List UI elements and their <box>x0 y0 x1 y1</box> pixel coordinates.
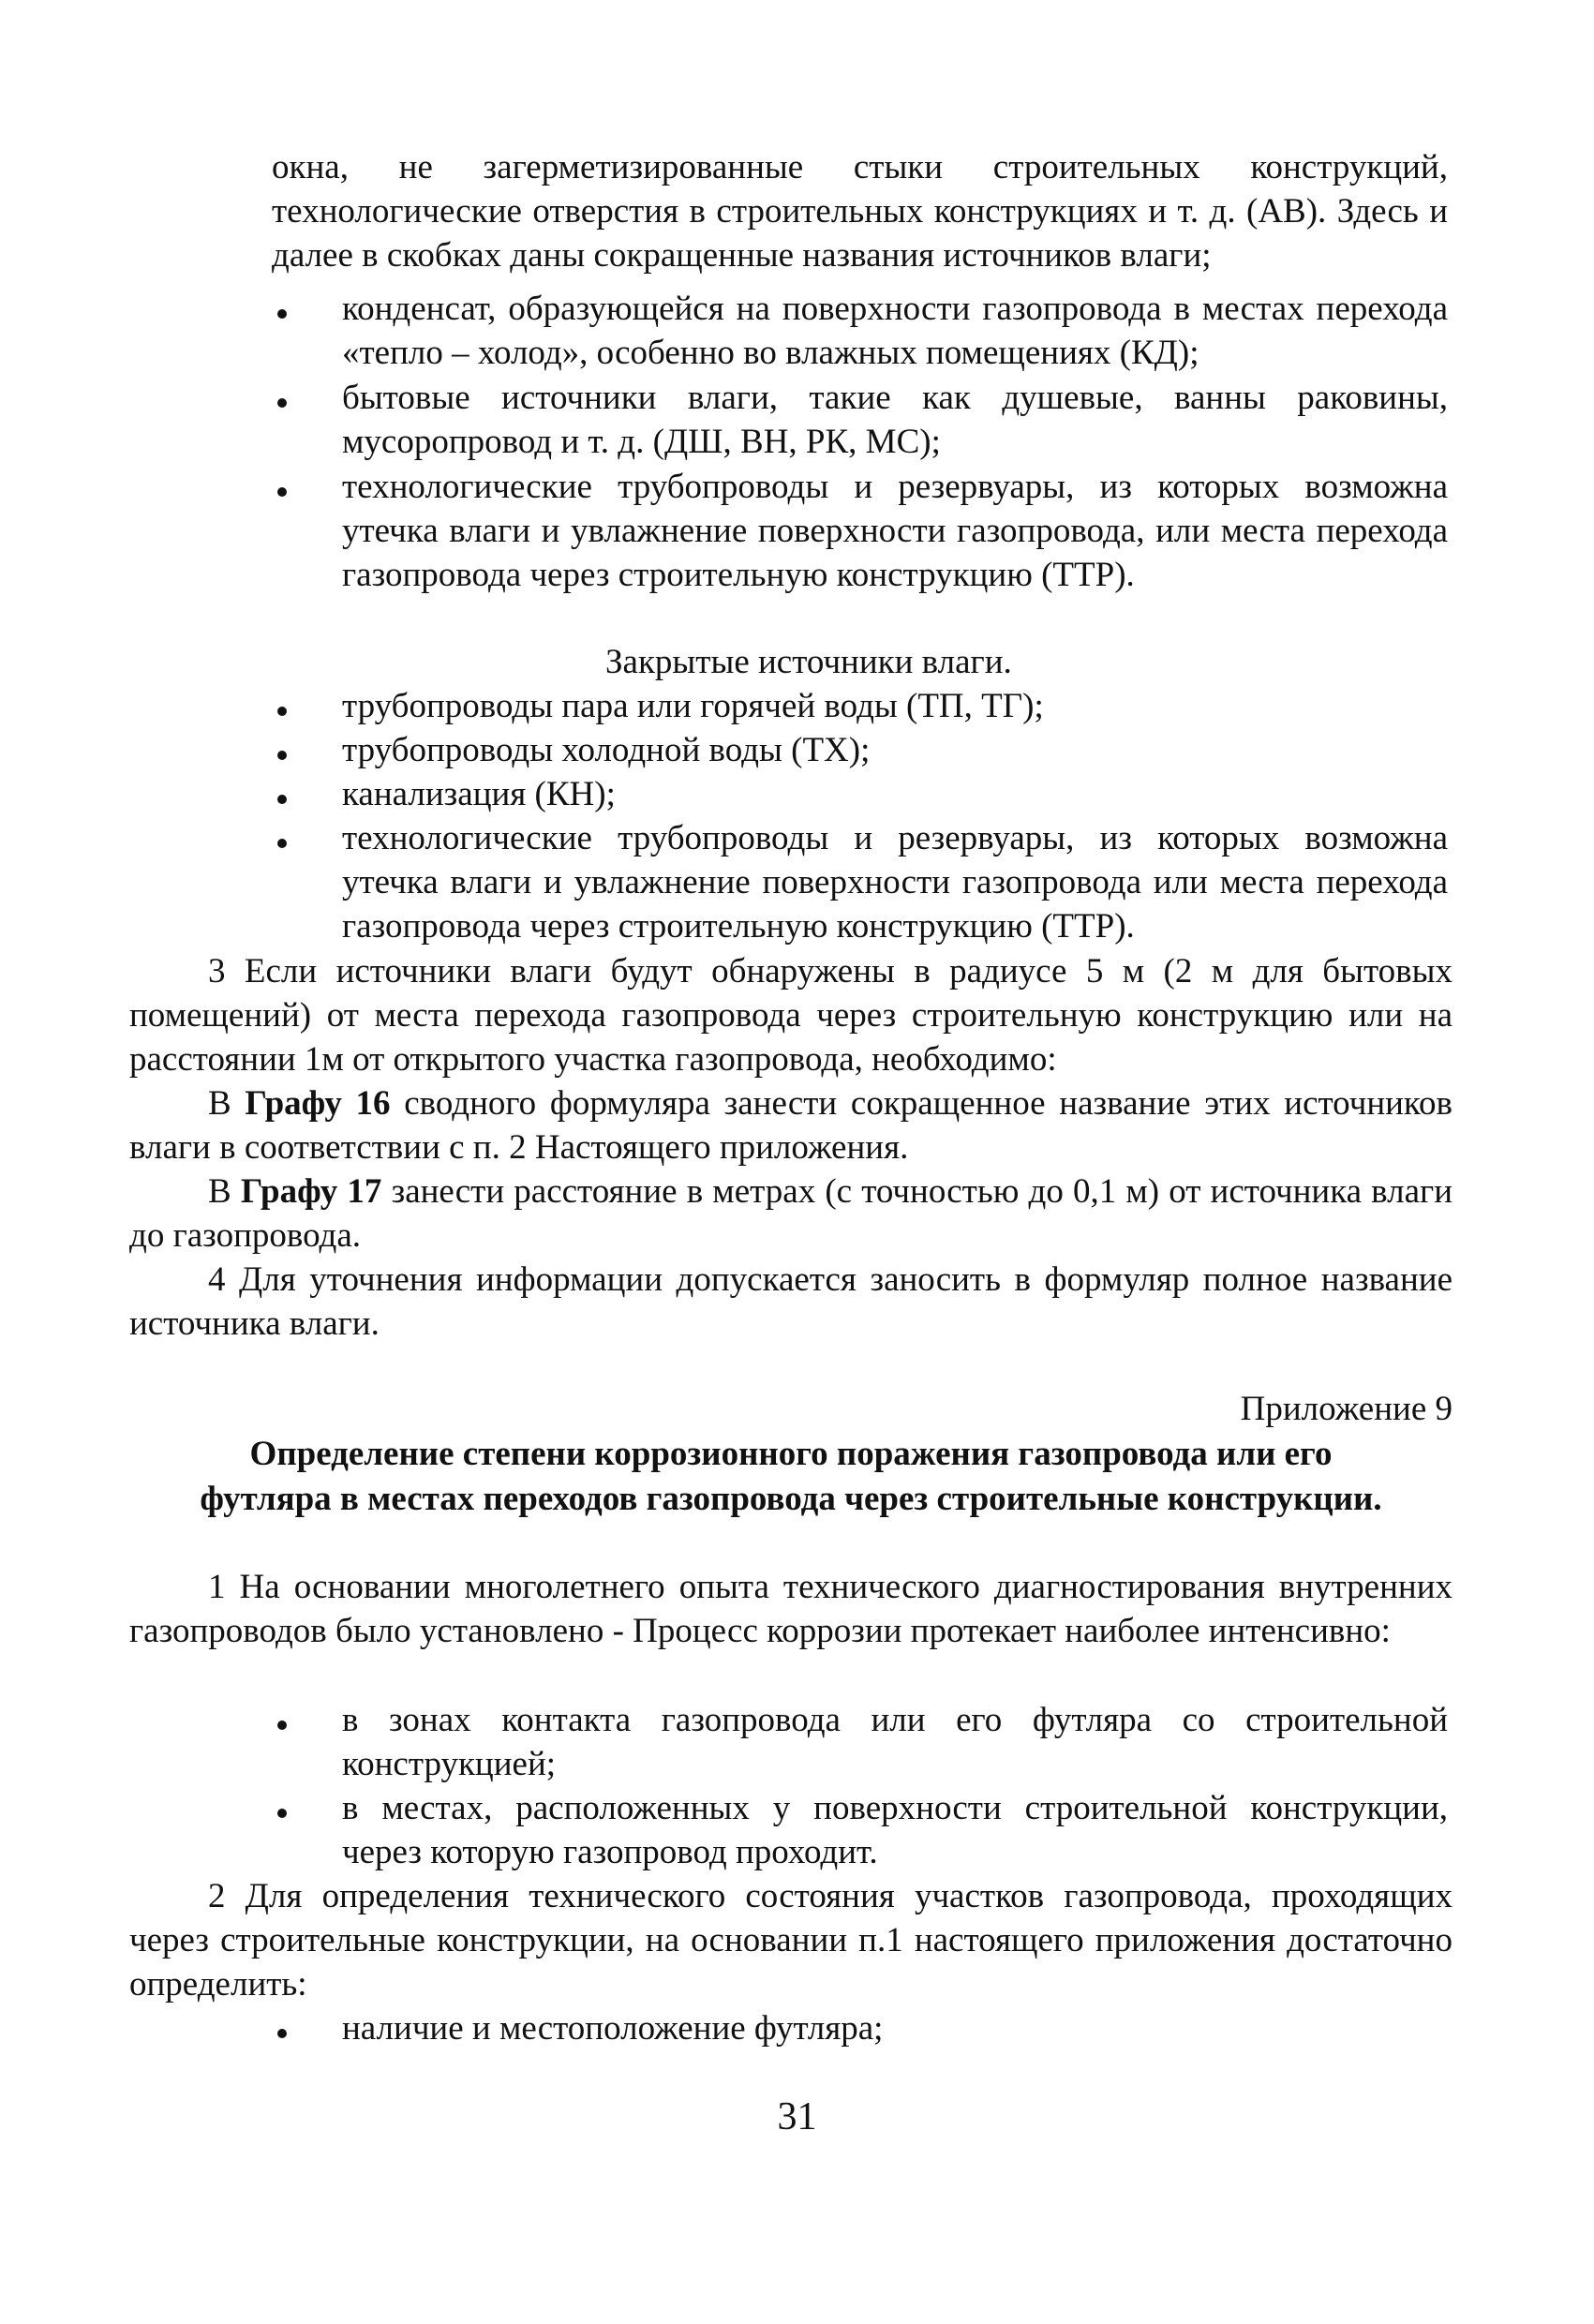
bullet-icon <box>277 309 287 319</box>
bullet-icon <box>277 398 287 408</box>
appendix-label: Приложение 9 <box>1240 1390 1452 1428</box>
graph-16-prefix: В <box>208 1084 246 1123</box>
list-item: технологические трубопроводы и резервуары, из которых возможна утечка влаги и увлажнение поверхности газопровода, или места перехода газопровода через строительную конструкцию (ТТР). <box>342 468 1448 594</box>
graph-17-text: занести расстояние в метрах (с точностью до 0,1 м) от источника влаги до газопровода. <box>129 1172 1453 1255</box>
graph-16-text: сводного формуляра занести сокращенное название этих источников влаги в соответствии с п. 2 Настоящего приложения. <box>129 1084 1452 1167</box>
bullet-icon <box>277 2029 287 2038</box>
list-item: конденсат, образующейся на поверхности газопровода в местах перехода «тепло – холод», особенно во влажных помещениях (КД); <box>342 290 1448 372</box>
bullet-icon <box>277 751 287 760</box>
bullet-icon <box>277 795 287 804</box>
graph-17-paragraph <box>129 1169 1452 1258</box>
appendix-paragraph-2: 2 Для определения технического состояния участков газопровода, проходящих через строительные конструкции, на основании п.1 настоящего приложения достаточно определить: <box>129 1877 1452 2004</box>
graph-16-paragraph <box>129 1081 1452 1169</box>
bullet-icon <box>277 839 287 848</box>
graph-17-prefix: В <box>208 1172 241 1211</box>
page-number: 31 <box>777 2095 817 2138</box>
appendix-title-line-2: футляра в местах переходов газопровода через строительные конструкции. <box>200 1480 1382 1518</box>
bullet-icon <box>277 1809 287 1818</box>
list-item: канализация (КН); <box>342 775 616 813</box>
appendix-title-line-1: Определение степени коррозионного поражения газопровода или его <box>249 1435 1333 1473</box>
graph-17-label: Графу 17 <box>240 1172 382 1211</box>
list-item: в местах, расположенных у поверхности строительной конструкции, через которую газопровод проходит. <box>342 1789 1448 1871</box>
bullet-icon <box>277 707 287 716</box>
list-item: технологические трубопроводы и резервуары, из которых возможна утечка влаги и увлажнение поверхности газопровода или места перехода газопровода через строительную конструкцию (ТТР). <box>342 819 1448 946</box>
bullet-icon <box>277 487 287 497</box>
list-item: трубопроводы холодной воды (ТХ); <box>342 731 871 769</box>
list-item: в зонах контакта газопровода или его футляра со строительной конструкцией; <box>342 1701 1448 1783</box>
top-paragraph: окна, не загерметизированные стыки строительных конструкций, технологические отверстия в строительных конструкциях и т. д. (АВ). Здесь и далее в скобках даны сокращенные названия источников влаги; <box>272 148 1448 275</box>
graph-16-label: Графу 16 <box>245 1084 391 1123</box>
bullet-icon <box>277 1721 287 1730</box>
appendix-paragraph-1: 1 На основании многолетнего опыта технического диагностирования внутренних газопроводов было установлено - Процесс коррозии протекает наиболее интенсивно: <box>129 1568 1452 1650</box>
closed-sources-heading: Закрытые источники влаги. <box>605 643 1012 681</box>
paragraph-4: 4 Для уточнения информации допускается заносить в формуляр полное название источника влаги. <box>129 1260 1452 1343</box>
list-item: бытовые источники влаги, такие как душевые, ванны раковины, мусоропровод и т. д. (ДШ, ВН, РК, МС); <box>342 379 1448 461</box>
list-item: трубопроводы пара или горячей воды (ТП, ТГ); <box>342 687 1044 725</box>
paragraph-3: 3 Если источники влаги будут обнаружены в радиусе 5 м (2 м для бытовых помещений) от места перехода газопровода через строительную конструкцию или на расстоянии 1м от открытого участка газопровода, необходимо: <box>129 952 1452 1079</box>
list-item: наличие и местоположение футляра; <box>342 2009 884 2048</box>
